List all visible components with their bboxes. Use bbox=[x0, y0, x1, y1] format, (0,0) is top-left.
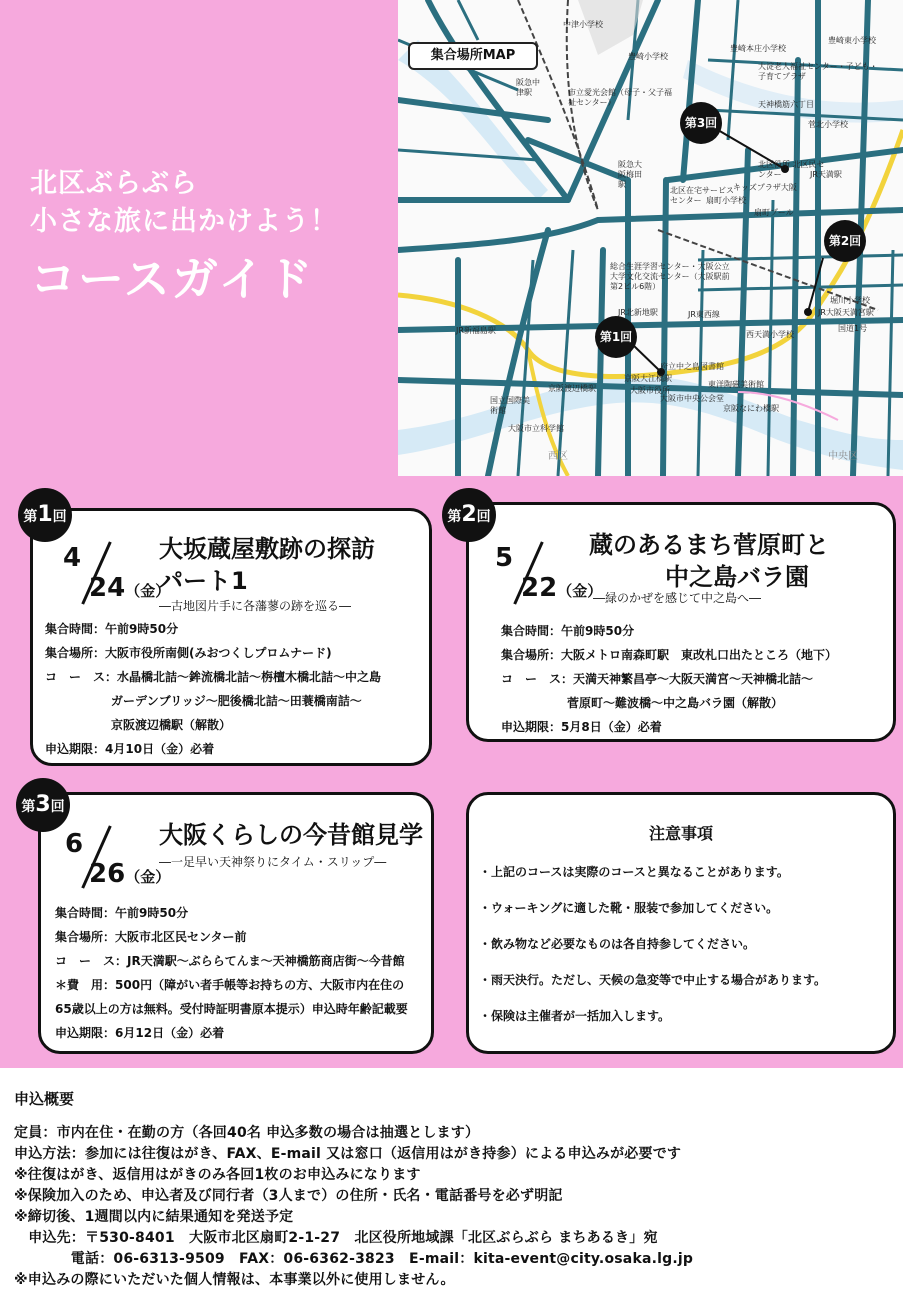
session-subtitle: ―一足早い天神祭りにタイム・スリップ― bbox=[159, 855, 387, 869]
meeting-place: 集合場所：大阪市役所南側(みおつくしプロムナード) bbox=[45, 646, 332, 660]
session-title-line-2: 中之島バラ園 bbox=[665, 563, 809, 591]
course-line-1: コ ー ス：天満天神繁昌亭～大阪天満宮～天神橋北詰～ bbox=[501, 672, 814, 686]
map-label-ward: 中央区 bbox=[828, 451, 858, 462]
course-line-2: 菅原町～難波橋～中之島バラ園（解散） bbox=[567, 696, 784, 710]
map-label-ward: 西区 bbox=[548, 451, 568, 462]
note-item: ・ウォーキングに適した靴・服装で参加してください。 bbox=[479, 901, 779, 915]
map-marker-session-3: 第3回 bbox=[680, 102, 722, 144]
deadline: 申込期限：6月12日（金）必着 bbox=[55, 1026, 225, 1040]
map-label: 国立国際美術館 bbox=[490, 396, 530, 415]
map-label: 扇町小学校 bbox=[706, 196, 746, 205]
application-title: 申込概要 bbox=[14, 1090, 75, 1108]
map-marker-session-2: 第2回 bbox=[824, 220, 866, 262]
course-line-1: コ ー ス：JR天満駅～ぶららてんま～天神橋筋商店街～今昔館 bbox=[55, 954, 405, 968]
map-label: 天神橋筋六丁目 bbox=[758, 100, 814, 109]
map-label: JR東西線 bbox=[688, 310, 720, 319]
map-label: 国道1号 bbox=[838, 324, 868, 333]
course-line-2: ガーデンブリッジ～肥後橋北詰～田蓑橋南詰～ bbox=[111, 694, 362, 708]
note-item: ・保険は主催者が一括加入します。 bbox=[479, 1009, 671, 1023]
map-label: 西天満小学校 bbox=[746, 330, 794, 339]
session-card-1 bbox=[30, 508, 432, 766]
map-label: 大淀老人福祉センター・子ども・子育てプラザ bbox=[758, 62, 878, 81]
session-badge-2: 第2回 bbox=[442, 488, 496, 542]
page-title: コースガイド bbox=[30, 252, 315, 306]
application-section bbox=[0, 1068, 903, 1298]
application-address: 申込先：〒530-8401 大阪市北区扇町2-1-27 北区役所地域課「北区ぶらぶら まちあるき」宛 bbox=[14, 1230, 658, 1246]
application-line: ※締切後、1週間以内に結果通知を発送予定 bbox=[14, 1209, 294, 1225]
header-line-1: 北区ぶらぶら bbox=[30, 168, 198, 199]
page-header bbox=[30, 165, 390, 311]
map-title: 集合場所MAP bbox=[408, 42, 538, 70]
notes-title: 注意事項 bbox=[648, 824, 713, 843]
application-line: ※往復はがき、返信用はがきのみ各回1枚のお申込みになります bbox=[14, 1167, 421, 1183]
fee-line-1: ＊費 用：500円（障がい者手帳等お持ちの方、大阪市内在住の bbox=[55, 978, 405, 992]
note-item: ・飲み物など必要なものは各自持参してください。 bbox=[479, 937, 756, 951]
map-label: 中津小学校 bbox=[563, 20, 603, 29]
session-month: 5 bbox=[495, 543, 514, 573]
map-label: JR北新地駅 bbox=[618, 308, 658, 317]
note-item: ・雨天決行。ただし、天候の急変等で中止する場合があります。 bbox=[479, 973, 827, 987]
map-marker-session-1: 第1回 bbox=[595, 316, 637, 358]
map-label: 菅北小学校 bbox=[808, 120, 848, 129]
application-line: ※申込みの際にいただいた個人情報は、本事業以外に使用しません。 bbox=[14, 1272, 455, 1288]
map-label: 大阪市役所 bbox=[630, 386, 670, 395]
session-subtitle: ―古地図片手に各藩蓼の跡を巡る― bbox=[159, 599, 352, 613]
meeting-place-map bbox=[398, 0, 903, 476]
map-label: キッズプラザ大阪 bbox=[733, 183, 797, 192]
course-line-1: コ ー ス：水晶橋北詰～鉾流橋北詰～栴檀木橋北詰～中之島 bbox=[45, 670, 382, 684]
session-day: 22（金） bbox=[521, 573, 603, 603]
map-label: 東洋陶磁美術館 bbox=[708, 380, 764, 389]
note-item: ・上記のコースは実際のコースと異なることがあります。 bbox=[479, 865, 789, 879]
session-month: 4 bbox=[63, 543, 82, 573]
notes-card bbox=[466, 792, 896, 1054]
map-label: 京阪渡辺橋駅 bbox=[548, 384, 596, 393]
meeting-time: 集合時間：午前9時50分 bbox=[55, 906, 189, 920]
header-line-2: 小さな旅に出かけよう！ bbox=[30, 206, 338, 237]
map-label: 府立中之島図書館 bbox=[660, 362, 724, 371]
map-label: 総合生涯学習センター・大阪公立大学文化交流センター（大阪駅前第2ビル6階） bbox=[610, 262, 730, 291]
session-subtitle: ―緑のかぜを感じて中之島へ― bbox=[593, 591, 762, 605]
map-label: JR新福島駅 bbox=[456, 326, 496, 335]
map-label: 大阪市中央公会堂 bbox=[660, 394, 724, 403]
map-label: 阪急大阪梅田駅 bbox=[618, 160, 642, 189]
map-label: 扇町プール bbox=[754, 208, 794, 217]
meeting-place: 集合場所：大阪市北区民センター前 bbox=[55, 930, 247, 944]
meeting-place: 集合場所：大阪メトロ南森町駅 東改札口出たところ（地下） bbox=[501, 648, 838, 662]
application-line: 定員：市内在住・在勤の方（各回40名 申込多数の場合は抽選とします） bbox=[14, 1125, 480, 1141]
map-label: 阪急中津駅 bbox=[516, 78, 540, 97]
map-label: 北区役所 北区民センター bbox=[758, 160, 825, 179]
session-day: 26（金） bbox=[89, 859, 171, 889]
session-month: 6 bbox=[65, 829, 84, 859]
session-card-2 bbox=[466, 502, 896, 742]
session-title: 大阪くらしの今昔館見学 bbox=[159, 821, 423, 849]
map-label: 京阪大江橋駅 bbox=[624, 374, 672, 383]
meeting-time: 集合時間：午前9時50分 bbox=[501, 624, 635, 638]
meeting-time: 集合時間：午前9時50分 bbox=[45, 622, 179, 636]
map-label: 市立愛光会館（母子・父子福祉センター） bbox=[568, 88, 672, 107]
deadline: 申込期限：5月8日（金）必着 bbox=[501, 720, 662, 734]
fee-line-2: 65歳以上の方は無料。受付時証明書原本提示）申込時年齢記載要 bbox=[55, 1002, 408, 1016]
session-day: 24（金） bbox=[89, 573, 171, 603]
session-title: 蔵のあるまち菅原町と bbox=[589, 531, 829, 559]
map-label: JR天満駅 bbox=[810, 170, 842, 179]
application-contact: 電話：06-6313-9509 FAX：06-6362-3823 E-mail：kita-event@city.osaka.lg.jp bbox=[14, 1251, 694, 1267]
map-label: JR大阪天満宮駅 bbox=[818, 308, 874, 317]
map-label: 京阪なにわ橋駅 bbox=[723, 404, 779, 413]
deadline: 申込期限：4月10日（金）必着 bbox=[45, 742, 215, 756]
session-card-3 bbox=[38, 792, 434, 1054]
application-line: ※保険加入のため、申込者及び同行者（3人まで）の住所・氏名・電話番号を必ず明記 bbox=[14, 1188, 563, 1204]
map-label: 豊崎本庄小学校 bbox=[730, 44, 786, 53]
map-label: 豊崎東小学校 bbox=[828, 36, 876, 45]
session-title: 大坂蔵屋敷跡の探訪 bbox=[159, 535, 375, 563]
map-label: 北区在宅サービスセンター bbox=[670, 186, 734, 205]
map-label: 堀川小学校 bbox=[830, 296, 870, 305]
session-title-line-2: パート1 bbox=[159, 567, 248, 595]
session-badge-1: 第1回 bbox=[18, 488, 72, 542]
map-label: 豊崎小学校 bbox=[628, 52, 668, 61]
session-badge-3: 第3回 bbox=[16, 778, 70, 832]
application-line: 申込方法：参加には往復はがき、FAX、E-mail 又は窓口（返信用はがき持参）による申込みが必要です bbox=[14, 1146, 682, 1162]
course-line-3: 京阪渡辺橋駅（解散） bbox=[111, 718, 232, 732]
map-label: 大阪市立科学館 bbox=[508, 424, 564, 433]
